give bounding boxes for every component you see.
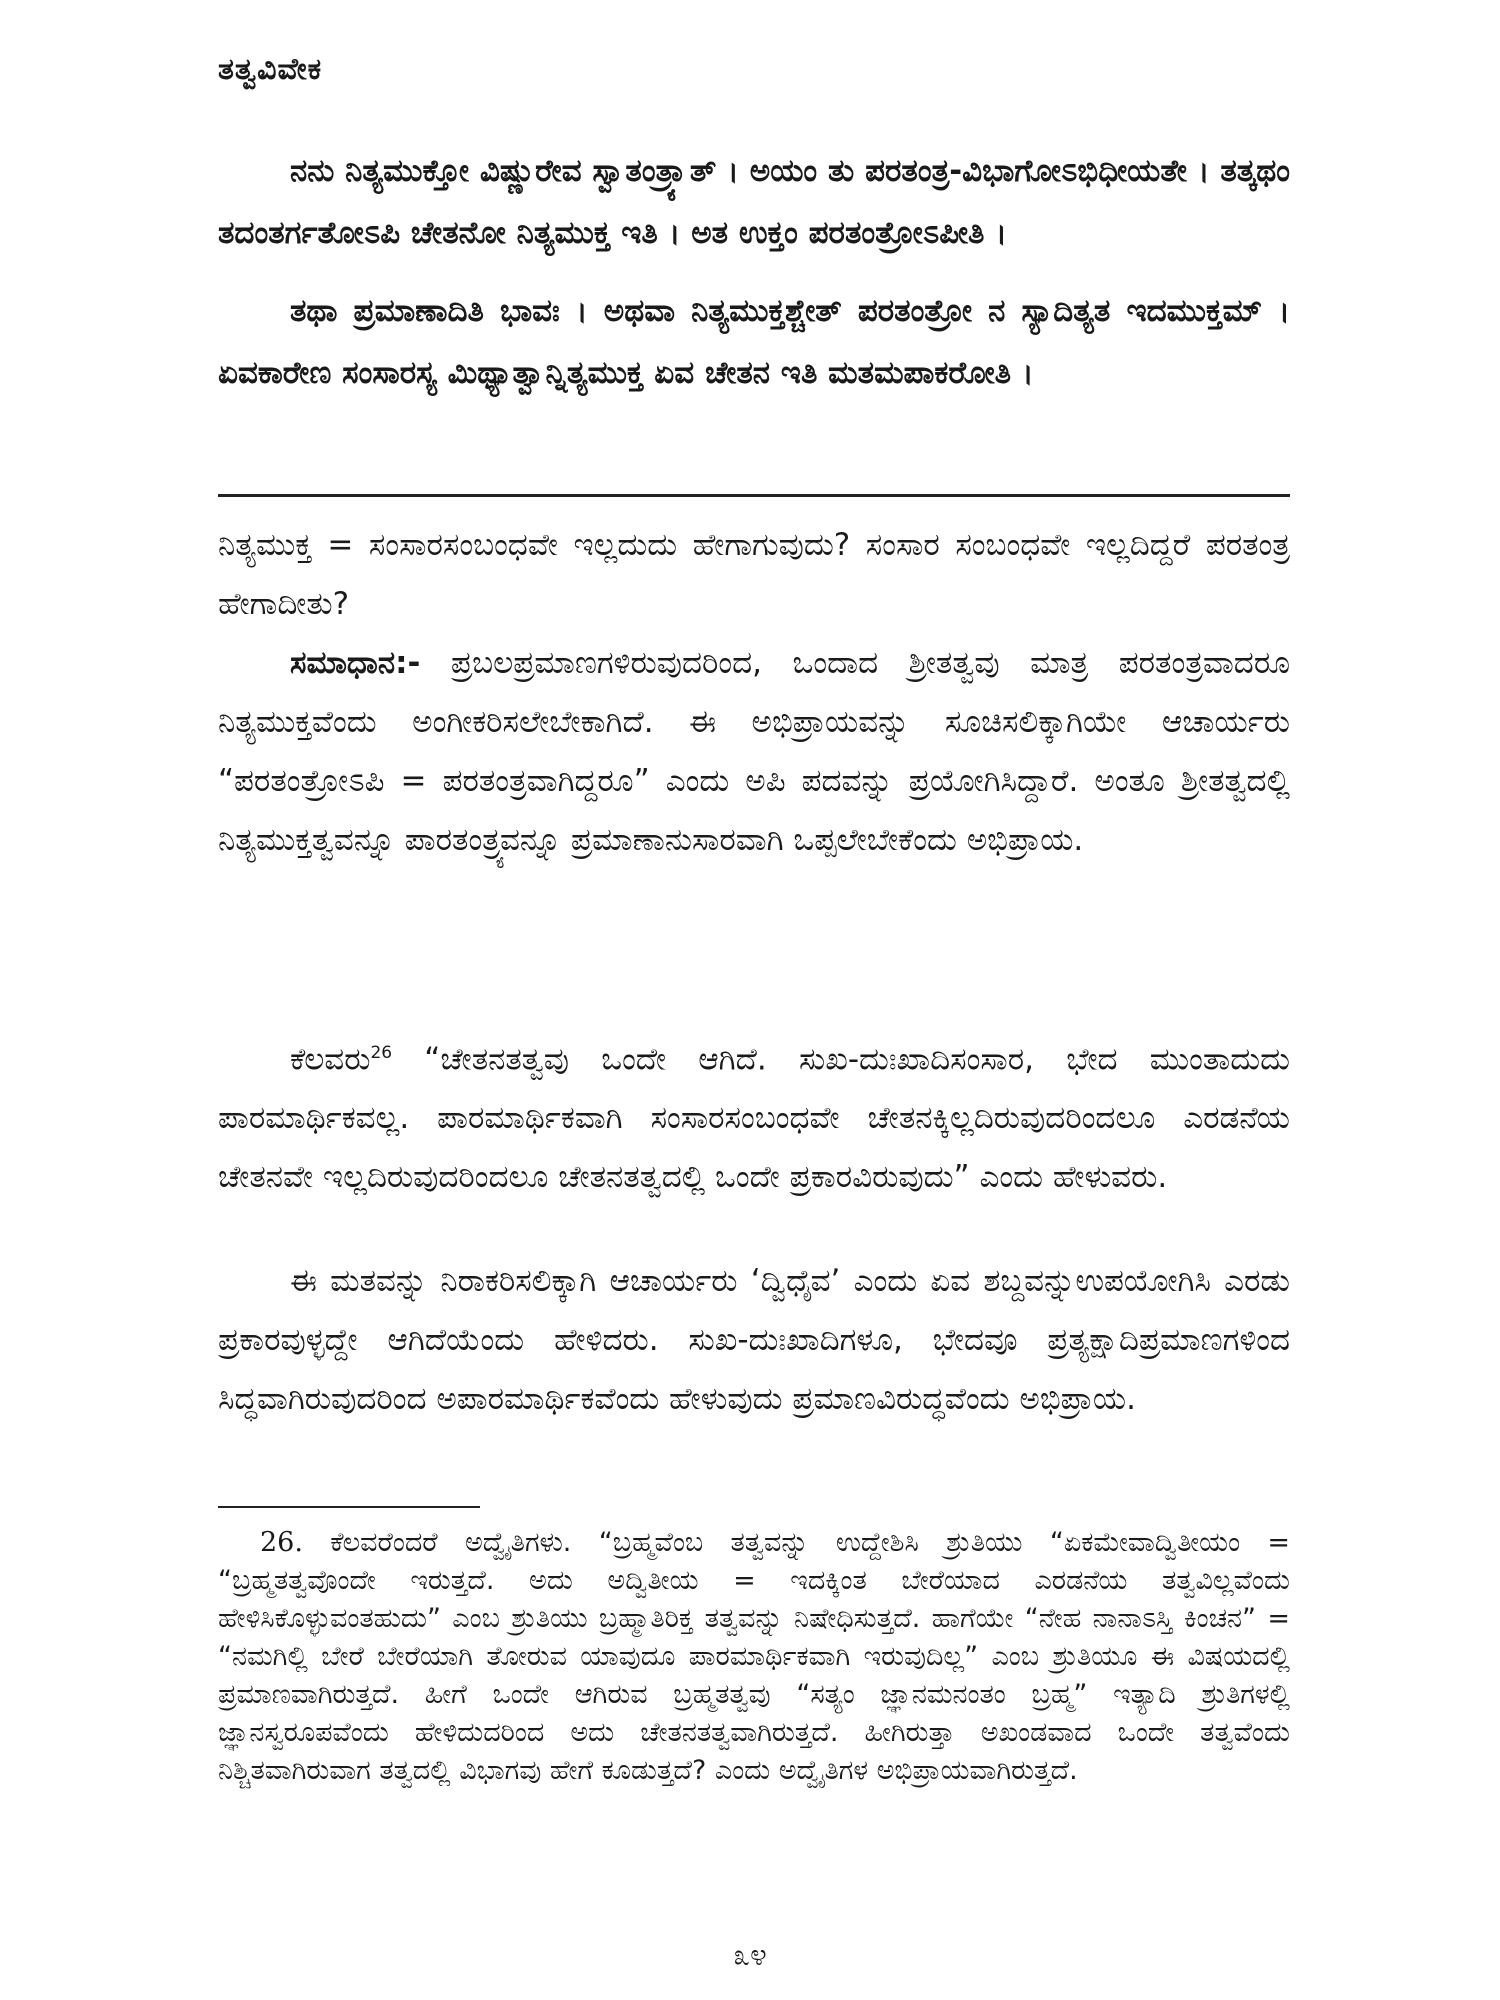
para3-start: ಕೆಲವರು — [290, 1041, 371, 1078]
section-divider — [218, 494, 1290, 497]
sanskrit-commentary — [218, 140, 1290, 404]
sanskrit-paragraph-2: ತಥಾ ಪ್ರಮಾಣಾದಿತಿ ಭಾವಃ । ಅಥವಾ ನಿತ್ಯಮುಕ್ತಶ್ಚೇತ್ ಪರತಂತ್ರೋ ನ ಸ್ಯಾದಿತ್ಯತ ಇದಮುಕ್ತಮ್ । ಏವಕಾರೇಣ ಸಂಸಾರಸ್ಯ ಮಿಥ್ಯಾತ್ವಾನ್ನಿತ್ಯಮುಕ್ತ ಏವ ಚೇತನ ಇತಿ ಮತಮಪಾಕರೋತಿ । — [218, 293, 1290, 391]
para3-rest: “ಚೇತನತತ್ವವು ಒಂದೇ ಆಗಿದೆ. ಸುಖ-ದುಃಖಾದಿಸಂಸಾರ, ಭೇದ ಮುಂತಾದುದು ಪಾರಮಾರ್ಥಿಕವಲ್ಲ. ಪಾರಮಾರ್ಥಿಕವಾಗಿ ಸಂಸಾರಸಂಬಂಧವೇ ಚೇತನಕ್ಕಿಲ್ಲದಿರುವುದರಿಂದಲೂ ಎರಡನೆಯ ಚೇತನವೇ ಇಲ್ಲದಿರುವುದರಿಂದಲೂ ಚೇತನತತ್ವದಲ್ಲಿ ಒಂದೇ ಪ್ರಕಾರವಿರುವುದು” ಎಂದು ಹೇಳುವರು. — [218, 1041, 1290, 1196]
kannada-explanation — [218, 516, 1290, 870]
answer-text: ಪ್ರಬಲಪ್ರಮಾಣಗಳಿರುವುದರಿಂದ, ಒಂದಾದ ಶ್ರೀತತ್ವವು ಮಾತ್ರ ಪರತಂತ್ರವಾದರೂ ನಿತ್ಯಮುಕ್ತವೆಂದು ಅಂಗೀಕರಿಸಲೇಬೇಕಾಗಿದೆ. ಈ ಅಭಿಪ್ರಾಯವನ್ನು ಸೂಚಿಸಲಿಕ್ಕಾಗಿಯೇ ಆಚಾರ್ಯರು “ಪರತಂತ್ರೋಽಪಿ = ಪರತಂತ್ರವಾಗಿದ್ದರೂ” ಎಂದು ಅಪಿ ಪದವನ್ನು ಪ್ರಯೋಗಿಸಿದ್ದಾರೆ. ಅಂತೂ ಶ್ರೀತತ್ವದಲ್ಲಿ ನಿತ್ಯಮುಕ್ತತ್ವವನ್ನೂ ಪಾರತಂತ್ರ್ಯವನ್ನೂ ಪ್ರಮಾಣಾನುಸಾರವಾಗಿ ಒಪ್ಪಲೇಬೇಕೆಂದು ಅಭಿಪ್ರಾಯ. — [218, 645, 1290, 858]
footnote-divider — [218, 1506, 480, 1508]
sanskrit-paragraph-1: ನನು ನಿತ್ಯಮುಕ್ತೋ ವಿಷ್ಣುರೇವ ಸ್ವಾತಂತ್ರ್ಯಾತ್ । ಅಯಂ ತು ಪರತಂತ್ರ-ವಿಭಾಗೋಽಭಿಧೀಯತೇ । ತತ್ಕಥಂ ತದಂತರ್ಗತೋಽಪಿ ಚೇತನೋ ನಿತ್ಯಮುಕ್ತ ಇತಿ । ಅತ ಉಕ್ತಂ ಪರತಂತ್ರೋಽಪೀತಿ । — [218, 153, 1290, 251]
question-paragraph: ನಿತ್ಯಮುಕ್ತ = ಸಂಸಾರಸಂಬಂಧವೇ ಇಲ್ಲದುದು ಹೇಗಾಗುವುದು? ಸಂಸಾರ ಸಂಬಂಧವೇ ಇಲ್ಲದಿದ್ದರೆ ಪರತಂತ್ರ ಹೇಗಾದೀತು? — [218, 527, 1290, 622]
kannada-paragraph-4-block — [218, 1252, 1290, 1429]
kannada-paragraph-3 — [218, 1024, 1290, 1207]
running-header: ತತ್ವವಿವೇಕ — [218, 52, 323, 87]
answer-paragraph — [218, 634, 1290, 870]
footnote-text: ಕೆಲವರೆಂದರೆ ಅದ್ವೈತಿಗಳು. “ಬ್ರಹ್ಮವೆಂಬ ತತ್ವವನ್ನು ಉದ್ದೇಶಿಸಿ ಶ್ರುತಿಯು “ಏಕಮೇವಾದ್ವಿತೀಯಂ = “ಬ್ರಹ್ಮತತ್ವವೊಂದೇ ಇರುತ್ತದೆ. ಅದು ಅದ್ವಿತೀಯ = ಇದಕ್ಕಿಂತ ಬೇರೆಯಾದ ಎರಡನೆಯ ತತ್ವವಿಲ್ಲವೆಂದು ಹೇಳಿಸಿಕೊಳ್ಳುವಂತಹುದು” ಎಂಬ ಶ್ರುತಿಯು ಬ್ರಹ್ಮಾತಿರಿಕ್ತ ತತ್ವವನ್ನು ನಿಷೇಧಿಸುತ್ತದೆ. ಹಾಗೆಯೇ “ನೇಹ ನಾನಾಽಸ್ತಿ ಕಿಂಚನ” = “ನಮಗಿಲ್ಲಿ ಬೇರೆ ಬೇರೆಯಾಗಿ ತೋರುವ ಯಾವುದೂ ಪಾರಮಾರ್ಥಿಕವಾಗಿ ಇರುವುದಿಲ್ಲ” ಎಂಬ ಶ್ರುತಿಯೂ ಈ ವಿಷಯದಲ್ಲಿ ಪ್ರಮಾಣವಾಗಿರುತ್ತದೆ. ಹೀಗೆ ಒಂದೇ ಆಗಿರುವ ಬ್ರಹ್ಮತತ್ವವು “ಸತ್ಯಂ ಜ್ಞಾನಮನಂತಂ ಬ್ರಹ್ಮ” ಇತ್ಯಾದಿ ಶ್ರುತಿಗಳಲ್ಲಿ ಜ್ಞಾನಸ್ವರೂಪವೆಂದು ಹೇಳಿದುದರಿಂದ ಅದು ಚೇತನತತ್ವವಾಗಿರುತ್ತದೆ. ಹೀಗಿರುತ್ತಾ ಅಖಂಡವಾದ ಒಂದೇ ತತ್ವವೆಂದು ನಿಶ್ಚಿತವಾಗಿರುವಾಗ ತತ್ವದಲ್ಲಿ ವಿಭಾಗವು ಹೇಗೆ ಕೂಡುತ್ತದೆ? ಎಂದು ಅದ್ವೈತಿಗಳ ಅಭಿಪ್ರಾಯವಾಗಿರುತ್ತದೆ. — [218, 1527, 1290, 1786]
kannada-paragraph-4: ಈ ಮತವನ್ನು ನಿರಾಕರಿಸಲಿಕ್ಕಾಗಿ ಆಚಾರ್ಯರು ‘ದ್ವಿಧೈವ’ ಎಂದು ಏವ ಶಬ್ದವನ್ನುಉಪಯೋಗಿಸಿ ಎರಡು ಪ್ರಕಾರವುಳ್ಳದ್ದೇ ಆಗಿದೆಯೆಂದು ಹೇಳಿದರು. ಸುಖ-ದುಃಖಾದಿಗಳೂ, ಭೇದವೂ ಪ್ರತ್ಯಕ್ಷಾದಿಪ್ರಮಾಣಗಳಿಂದ ಸಿದ್ಧವಾಗಿರುವುದರಿಂದ ಅಪಾರಮಾರ್ಥಿಕವೆಂದು ಹೇಳುವುದು ಪ್ರಮಾಣವಿರುದ್ಧವೆಂದು ಅಭಿಪ್ರಾಯ. — [218, 1263, 1290, 1417]
footnote-26 — [218, 1524, 1290, 1790]
answer-label: ಸಮಾಧಾನ:- — [290, 645, 421, 681]
footnote-number: 26. — [260, 1527, 303, 1558]
footnote-reference[interactable]: 26 — [370, 1043, 393, 1063]
page-number: ೩೪ — [733, 1938, 767, 1973]
kannada-paragraph-3-block — [218, 1024, 1290, 1207]
